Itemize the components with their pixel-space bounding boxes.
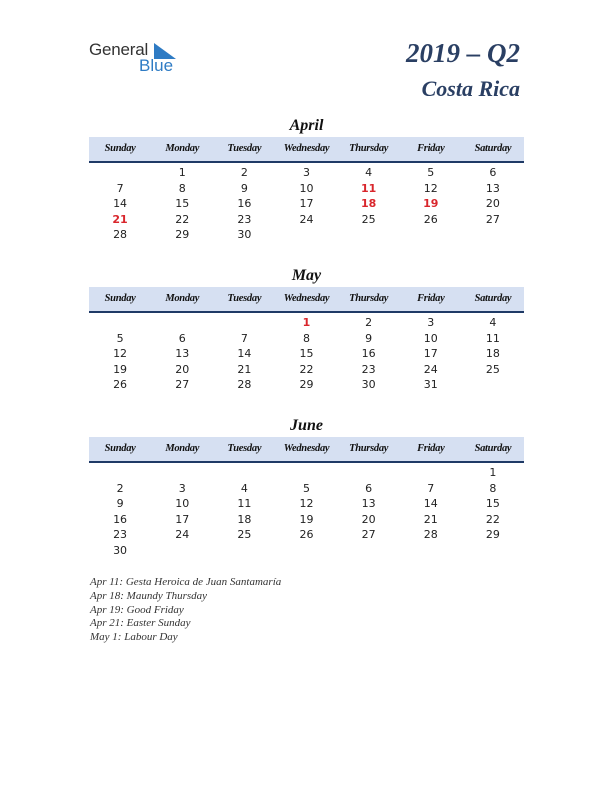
day-cell: 11 (237, 497, 252, 510)
day-cell: 20 (175, 362, 190, 376)
day-cell: 6 (489, 166, 497, 179)
day-cell: 23 (113, 528, 128, 541)
weekday-header-row (89, 137, 524, 163)
day-cell: 22 (299, 362, 314, 376)
weekday-label: Friday (417, 293, 445, 304)
day-cell: 10 (423, 331, 438, 345)
day-cell: 27 (361, 528, 376, 541)
day-cell: 8 (489, 481, 497, 495)
day-cell: 12 (299, 497, 314, 510)
day-cell: 2 (116, 481, 124, 495)
day-cell: 4 (365, 166, 373, 179)
day-grid (89, 315, 524, 393)
weekday-label: Tuesday (227, 443, 262, 454)
holiday-day-cell: 18 (360, 197, 377, 210)
day-cell: 28 (423, 528, 438, 541)
day-cell: 7 (427, 481, 435, 495)
day-cell: 26 (113, 378, 128, 391)
day-cell: 9 (240, 181, 248, 195)
weekday-label: Tuesday (227, 293, 262, 304)
empty-day-cell (151, 465, 213, 481)
weekday-label: Tuesday (227, 143, 262, 154)
day-grid (89, 465, 524, 558)
day-cell: 5 (116, 331, 124, 345)
empty-day-cell (213, 465, 275, 481)
day-cell: 5 (427, 166, 435, 179)
day-cell: 23 (237, 212, 252, 226)
day-cell: 7 (240, 331, 248, 345)
weekday-label: Wednesday (283, 143, 330, 154)
weekday-label: Wednesday (283, 443, 330, 454)
weekday-label: Thursday (349, 293, 389, 304)
day-cell: 12 (423, 181, 438, 195)
empty-day-cell (89, 315, 151, 331)
day-cell: 16 (113, 512, 128, 526)
holiday-note: Apr 18: Maundy Thursday (90, 589, 208, 602)
day-cell: 8 (302, 331, 310, 345)
holiday-note: Apr 19: Good Friday (90, 603, 184, 616)
day-cell: 31 (423, 378, 438, 391)
weekday-label: Monday (165, 443, 200, 454)
day-cell: 14 (423, 497, 438, 510)
day-cell: 20 (485, 197, 500, 210)
day-cell: 4 (240, 481, 248, 495)
empty-day-cell (400, 465, 462, 481)
day-cell: 15 (485, 497, 500, 510)
day-cell: 16 (237, 197, 252, 210)
weekday-label: Thursday (349, 143, 389, 154)
day-cell: 17 (423, 347, 438, 360)
day-cell: 3 (427, 316, 435, 329)
holiday-day-cell: 19 (423, 197, 439, 210)
month-title: May (291, 267, 322, 284)
day-cell: 21 (423, 512, 438, 526)
day-cell: 26 (423, 212, 438, 226)
weekday-header-row (89, 287, 524, 313)
day-cell: 22 (175, 212, 190, 226)
holiday-note: May 1: Labour Day (90, 631, 178, 644)
month-calendar-may (89, 266, 524, 393)
weekday-label: Sunday (104, 293, 136, 304)
day-cell: 2 (240, 166, 248, 179)
generalblue-logo (89, 40, 189, 76)
holiday-note: Apr 11: Gesta Heroica de Juan Santamaría (90, 576, 282, 588)
day-cell: 24 (299, 212, 314, 226)
day-cell: 15 (175, 197, 190, 210)
day-cell: 6 (178, 331, 186, 345)
day-cell: 29 (485, 528, 500, 541)
weekday-label: Sunday (104, 443, 136, 454)
day-cell: 10 (299, 181, 314, 195)
day-cell: 28 (113, 228, 128, 241)
day-cell: 8 (178, 181, 186, 195)
country-subtitle: Costa Rica (421, 76, 520, 101)
empty-day-cell (89, 165, 151, 181)
holiday-day-cell: 11 (360, 181, 377, 195)
weekday-label: Friday (417, 443, 445, 454)
day-cell: 23 (361, 362, 376, 376)
day-cell: 13 (485, 181, 500, 195)
day-cell: 9 (116, 497, 124, 510)
day-cell: 10 (175, 497, 190, 510)
weekday-label: Saturday (474, 443, 512, 454)
month-title: June (290, 417, 323, 434)
logo-general-text: General (89, 40, 149, 59)
day-cell: 3 (302, 166, 310, 179)
weekday-label: Monday (165, 143, 200, 154)
logo-blue-text: Blue (139, 56, 174, 75)
day-cell: 14 (237, 347, 252, 360)
day-cell: 29 (175, 228, 190, 241)
day-cell: 18 (237, 512, 252, 526)
day-cell: 27 (175, 378, 190, 391)
day-cell: 30 (361, 378, 376, 391)
weekday-label: Friday (417, 143, 445, 154)
day-cell: 11 (485, 331, 500, 345)
day-cell: 17 (299, 197, 314, 210)
day-cell: 22 (485, 512, 500, 526)
day-cell: 28 (237, 378, 252, 391)
holiday-notes (90, 576, 281, 645)
day-cell: 18 (485, 347, 500, 360)
day-cell: 16 (361, 347, 376, 360)
day-cell: 13 (361, 497, 376, 510)
empty-day-cell (213, 315, 275, 331)
holiday-day-cell: 1 (302, 316, 311, 329)
month-title: April (289, 117, 324, 134)
month-calendar-april (89, 116, 524, 243)
day-cell: 24 (175, 528, 190, 541)
day-cell: 14 (113, 197, 128, 210)
day-cell: 29 (299, 378, 314, 391)
weekday-label: Thursday (349, 443, 389, 454)
day-cell: 1 (489, 466, 497, 479)
day-cell: 9 (365, 331, 373, 345)
day-cell: 12 (113, 347, 128, 360)
day-cell: 24 (423, 362, 438, 376)
month-calendar-june (89, 416, 524, 558)
day-cell: 2 (365, 316, 373, 329)
day-cell: 1 (178, 166, 186, 179)
empty-day-cell (338, 465, 400, 481)
day-cell: 27 (485, 212, 500, 226)
day-cell: 30 (113, 543, 128, 557)
weekday-label: Saturday (474, 143, 512, 154)
empty-day-cell (275, 465, 337, 481)
day-cell: 26 (299, 528, 314, 541)
weekday-label: Monday (165, 293, 200, 304)
day-cell: 25 (237, 528, 252, 541)
day-cell: 20 (361, 512, 376, 526)
day-cell: 21 (237, 362, 252, 376)
empty-day-cell (89, 465, 151, 481)
day-cell: 5 (302, 481, 310, 495)
day-cell: 19 (299, 512, 314, 526)
weekday-label: Saturday (474, 293, 512, 304)
day-cell: 4 (489, 316, 497, 329)
day-cell: 25 (361, 212, 376, 226)
page-title: 2019 – Q2 (406, 38, 520, 68)
day-cell: 3 (178, 481, 186, 495)
day-cell: 25 (485, 362, 500, 376)
weekday-header-row (89, 437, 524, 463)
day-cell: 30 (237, 228, 252, 241)
day-cell: 19 (113, 362, 128, 376)
holiday-day-cell: 21 (112, 212, 128, 226)
empty-day-cell (151, 315, 213, 331)
day-cell: 15 (299, 347, 314, 360)
weekday-label: Sunday (104, 143, 136, 154)
day-cell: 6 (365, 481, 373, 495)
weekday-label: Wednesday (283, 293, 330, 304)
day-cell: 7 (116, 181, 124, 195)
day-grid (89, 165, 524, 243)
holiday-note: Apr 21: Easter Sunday (90, 617, 191, 630)
day-cell: 13 (175, 347, 190, 360)
day-cell: 17 (175, 512, 190, 526)
